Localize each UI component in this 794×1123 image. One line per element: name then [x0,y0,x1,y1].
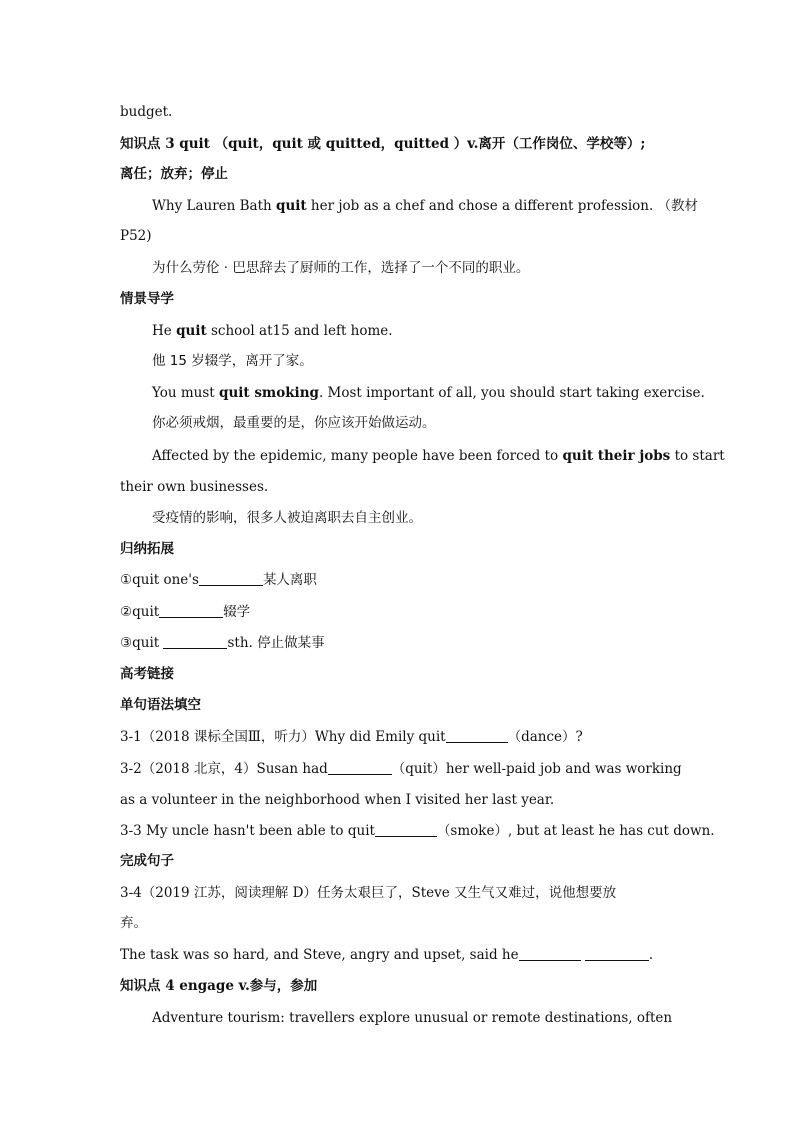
keyword: quit their jobs [562,448,671,464]
text: You must [152,385,219,401]
text: ③quit [120,635,164,651]
answer-blank[interactable] [163,634,227,649]
text: . Most important of all, you should start taking exercise. [318,385,705,401]
text: ①quit one's [120,572,199,588]
knowledge-point-4-title: 知识点 4 engage v.参与，参加 [120,978,318,994]
text: （smoke）, but at least he has cut down. [436,823,715,839]
text: to start [670,448,725,464]
answer-blank[interactable] [375,822,437,837]
question-3-4: 3-4（2019 江苏，阅读理解 D）任务太艰巨了，Steve 又生气又难过，说他想要放 [120,885,617,901]
section-heading-fill-blank: 单句语法填空 [120,697,201,713]
keyword: quit [276,198,307,214]
text: her job as a chef and chose a different profession. （教材 [306,198,699,214]
summary-item-2 [120,602,680,622]
question-3-4-english [120,945,680,965]
text: （dance）? [507,729,583,745]
question-3-2 [120,759,680,779]
section-heading-summary: 归纳拓展 [120,541,174,557]
example-translation: 你必须戒烟，最重要的是，你应该开始做运动。 [152,415,436,431]
text: 辍学 [223,604,251,620]
example-sentence [152,446,725,466]
section-heading-gaokao: 高考链接 [120,666,174,682]
text: 3-3 My uncle hasn't been able to quit [120,823,375,839]
question-3-3 [120,821,715,841]
answer-blank[interactable] [159,603,223,618]
text: Why Lauren Bath [152,198,277,214]
example-sentence-cont: their own businesses. [120,479,269,495]
example-sentence [152,196,712,216]
text: school at15 and left home. [206,323,393,339]
text: （quit）her well-paid job and was working [391,761,682,777]
example-sentence [152,383,712,403]
example-sentence [152,321,712,341]
knowledge-point-3-title-cont: 离任；放弃；停止 [120,166,228,182]
answer-blank[interactable] [199,571,263,586]
summary-item-3 [120,633,680,653]
summary-item-1 [120,570,680,590]
example-translation: 受疫情的影响，很多人被迫离职去自主创业。 [152,510,422,526]
answer-blank[interactable] [519,946,581,961]
question-3-2-cont: as a volunteer in the neighborhood when I visited her last year. [120,792,555,808]
example-sentence: Adventure tourism: travellers explore unusual or remote destinations, often [152,1010,673,1026]
text: The task was so hard, and Steve, angry and upset, said he [120,947,519,963]
keyword: quit [176,323,207,339]
text: . [648,947,654,963]
answer-blank[interactable] [585,946,649,961]
example-translation: 他 15 岁辍学，离开了家。 [152,353,313,369]
text: Affected by the epidemic, many people have been forced to [152,448,563,464]
example-translation: 为什么劳伦 · 巴思辞去了厨师的工作，选择了一个不同的职业。 [152,260,530,276]
question-3-1 [120,727,680,747]
example-source: P52) [120,228,152,244]
text-line: budget. [120,104,173,120]
text: sth. 停止做某事 [227,635,325,651]
keyword: quit smoking [219,385,319,401]
question-3-4-cont: 弃。 [120,915,147,931]
text: ②quit [120,604,160,620]
text: He [152,323,177,339]
knowledge-point-3-title: 知识点 3 quit （quit，quit 或 quitted，quitted ）v.离开（工作岗位、学校等）; [120,136,646,152]
answer-blank[interactable] [446,728,508,743]
text: 某人离职 [262,572,317,588]
answer-blank[interactable] [328,760,392,775]
section-heading-context: 情景导学 [120,291,174,307]
section-heading-complete: 完成句子 [120,853,174,869]
text: 3-1（2018 课标全国Ⅲ，听力）Why did Emily quit [120,729,446,745]
text: 3-2（2018 北京，4）Susan had [120,761,328,777]
